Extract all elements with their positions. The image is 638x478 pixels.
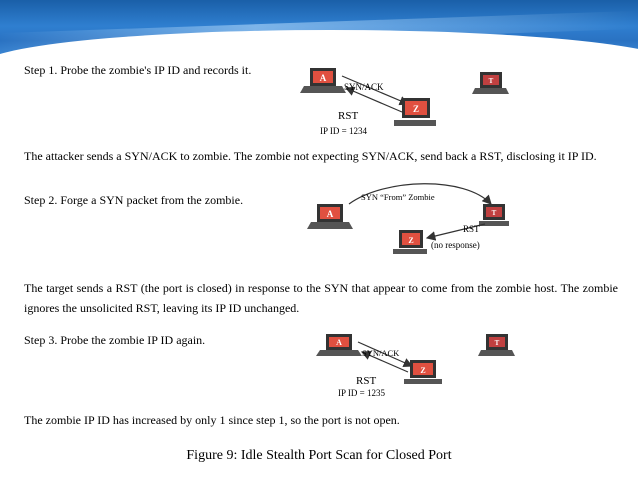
target-label: T — [488, 77, 494, 85]
no-response-label: (no response) — [431, 240, 480, 250]
step1-text: Step 1. Probe the zombie's IP ID and records it. — [24, 63, 252, 77]
step2-text: Step 2. Forge a SYN packet from the zombie. — [24, 193, 244, 207]
target-label: T — [491, 209, 497, 217]
synack-label: SYN/ACK — [362, 348, 400, 358]
step3-diagram — [312, 330, 517, 402]
step3-text: Step 3. Probe the zombie IP ID again. — [24, 333, 206, 347]
synack-label: SYN/ACK — [344, 82, 384, 92]
ipid-label: IP ID = 1235 — [338, 388, 385, 398]
figure-caption: Figure 9: Idle Stealth Port Scan for Closed Port — [186, 448, 452, 463]
target-label: T — [494, 339, 500, 347]
ipid-label: IP ID = 1234 — [320, 126, 367, 136]
rst-label: RST — [338, 110, 359, 122]
zombie-label: Z — [408, 236, 414, 245]
attacker-label: A — [326, 209, 334, 219]
zombie-label: Z — [412, 104, 420, 114]
paragraph-1: The attacker sends a SYN/ACK to zombie. The zombie not expecting SYN/ACK, send back a RST, disclosing it IP ID. — [24, 149, 597, 163]
syn-from-label: SYN “From” Zombie — [361, 192, 435, 202]
zombie-label: Z — [420, 366, 426, 375]
header-banner — [0, 0, 638, 58]
paragraph-3: The zombie IP ID has increased by only 1 since step 1, so the port is not open. — [24, 413, 400, 427]
attacker-label: A — [336, 338, 342, 347]
rst-label: RST — [356, 375, 377, 387]
attacker-label: A — [319, 73, 327, 83]
step2-diagram — [305, 178, 515, 258]
rst-label: RST — [463, 224, 480, 234]
step1-diagram — [290, 64, 505, 140]
paragraph-2: The target sends a RST (the port is closed) in response to the SYN that appear to come from the zombie host. The zombie ignores the unsolicited RST, leaving its IP ID unchanged. — [24, 281, 618, 315]
